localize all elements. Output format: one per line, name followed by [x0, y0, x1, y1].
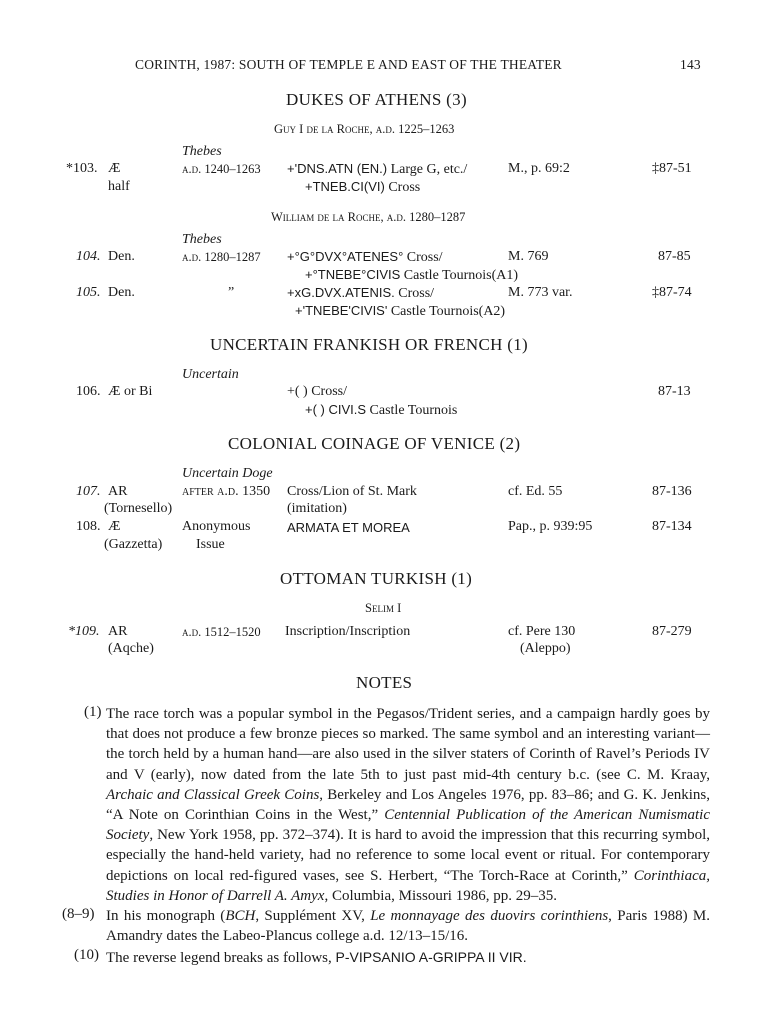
- section-title-ottoman: OTTOMAN TURKISH (1): [280, 569, 473, 588]
- entry-metal: Æ: [108, 161, 121, 176]
- entry-date: a.d. 1280–1287: [182, 250, 261, 264]
- section-title-dukes: DUKES OF ATHENS (3): [286, 90, 467, 109]
- entry-obverse: [287, 285, 434, 302]
- entry-reference: cf. Ed. 55: [508, 484, 563, 499]
- entry-inventory: 87-85: [658, 249, 691, 264]
- entry-reference-note: (Aleppo): [520, 641, 571, 656]
- entry-metal: AR: [108, 484, 128, 499]
- obverse-type: Large G, etc./: [387, 162, 468, 177]
- note-citation-title: Archaic and Classical Greek Coins: [106, 786, 320, 803]
- note-8-9-text: [106, 906, 710, 946]
- reverse-type: Castle Tournois(A2): [387, 304, 506, 319]
- note-legend: P-VIPSANIO A-GRIPPA II VIR.: [335, 949, 527, 965]
- note-citation-title: Le monnayage des duovirs corinthiens: [370, 908, 609, 924]
- entry-reference: M. 773 var.: [508, 285, 573, 300]
- entry-date-note: Issue: [196, 537, 225, 552]
- mint-thebes-william: Thebes: [182, 232, 222, 247]
- entry-metal: Den.: [108, 285, 135, 300]
- reverse-type: Cross: [384, 180, 421, 195]
- entry-description: Inscription/Inscription: [285, 624, 411, 639]
- entry-number: *109.: [68, 624, 100, 639]
- obverse-legend: +'DNS.ATN (EN.): [287, 161, 388, 176]
- entry-obverse: [287, 161, 467, 178]
- entry-reference: cf. Pere 130: [508, 624, 576, 639]
- notes-title: NOTES: [356, 673, 413, 692]
- entry-number: 107.: [76, 484, 101, 499]
- entry-reference: M. 769: [508, 249, 549, 264]
- entry-description: ARMATA ET MOREA: [287, 520, 410, 535]
- note-10-label: (10): [74, 947, 99, 963]
- reverse-legend: +'TNEBE'CIVIS': [295, 303, 388, 318]
- ruler-william: William de la Roche, a.d. 1280–1287: [271, 210, 466, 224]
- entry-metal: AR: [108, 624, 128, 639]
- note-text-part: , Paris 1988) M. Amandry dates the Labeo-Plancus college a.d. 12/13–15/16.: [106, 908, 710, 945]
- mint-thebes-guy: Thebes: [182, 144, 222, 159]
- entry-description-note: (imitation): [287, 501, 347, 516]
- entry-inventory: 87-13: [658, 384, 691, 399]
- entry-denomination: (Aqche): [108, 641, 154, 656]
- entry-number: 108.: [76, 519, 101, 534]
- section-title-venice: COLONIAL COINAGE OF VENICE (2): [228, 434, 521, 453]
- entry-date: a.d. 1512–1520: [182, 625, 261, 639]
- entry-inventory: 87-134: [652, 519, 692, 534]
- entry-date: ”: [228, 285, 235, 300]
- ruler-selim: Selim I: [365, 601, 402, 615]
- mint-uncertain-doge: Uncertain Doge: [182, 466, 273, 481]
- mint-uncertain: Uncertain: [182, 367, 239, 382]
- reverse-legend: +TNEB.CI(VI): [305, 179, 385, 194]
- note-text-part: , Columbia, Missouri 1986, pp. 29–35.: [324, 887, 557, 904]
- obverse-legend: +°G°DVX°ATENES°: [287, 249, 404, 264]
- entry-date: Anonymous: [182, 519, 251, 534]
- note-10-text: [106, 947, 710, 968]
- page-number: 143: [680, 57, 701, 72]
- reverse-legend: +( ) CIVI.S: [305, 402, 367, 417]
- note-text-part: The reverse legend breaks as follows,: [106, 950, 336, 966]
- entry-obverse: +( ) Cross/: [287, 384, 348, 399]
- obverse-type: Cross/: [394, 286, 435, 301]
- note-text-part: The race torch was a popular symbol in the Pegasos/Trident series, and a campaign hardly goes by that does not produce a few bronze pieces so marked. The same symbol and an interesting variant—the torch held by a human hand—are also used in the silver staters of Corinth of Ravel’s Periods IV and V (early), now dated from the late 5th to just past mid-4th century b.c. (see C. M. Kraay,: [106, 706, 710, 783]
- entry-obverse: [287, 249, 443, 266]
- entry-inventory: 87-136: [652, 484, 692, 499]
- entry-number: 106.: [76, 384, 101, 399]
- entry-number: 105.: [76, 285, 101, 300]
- entry-reverse: [305, 179, 420, 196]
- note-8-9-label: (8–9): [62, 906, 95, 922]
- entry-reverse: [295, 303, 505, 320]
- running-title: CORINTH, 1987: SOUTH OF TEMPLE E AND EAST OF THE THEATER: [135, 57, 562, 72]
- note-text-part: , New York 1958, pp. 372–374). It is hard to avoid the impression that this recurring symbol, especially the hand-held variety, had no reference to some local event or ritual. For contemporary depictions on local red-figured vases, see S. Herbert, “The Torch-Race at Corinth,”: [106, 827, 710, 884]
- entry-reference: M., p. 69:2: [508, 161, 570, 176]
- note-text-part: , Berkeley and Los Angeles 1976, pp. 83–86; and G. K. Jenkins, “A Note on Corinthian Coins in the West,”: [106, 786, 710, 824]
- note-1-text: [106, 704, 710, 906]
- reverse-type: Castle Tournois: [366, 403, 458, 418]
- entry-reference: Pap., p. 939:95: [508, 519, 593, 534]
- entry-inventory: 87-279: [652, 624, 692, 639]
- entry-date: after a.d. 1350: [182, 484, 271, 499]
- note-1-label: (1): [84, 704, 102, 720]
- ruler-guy: Guy I de la Roche, a.d. 1225–1263: [274, 122, 455, 136]
- entry-metal: Den.: [108, 249, 135, 264]
- entry-description: Cross/Lion of St. Mark: [287, 484, 417, 499]
- reverse-type: Castle Tournois(A1): [400, 268, 519, 283]
- note-citation-title: Centennial Publication of the American Numismatic Society: [106, 807, 710, 844]
- entry-metal: Æ: [108, 519, 121, 534]
- note-citation-title: Corinthiaca, Studies in Honor of Darrell A. Amyx: [106, 867, 710, 904]
- entry-number: 104.: [76, 249, 101, 264]
- entry-denomination: (Tornesello): [104, 501, 173, 516]
- entry-reverse: [305, 267, 518, 284]
- entry-denomination: (Gazzetta): [104, 537, 163, 552]
- section-title-frankish: UNCERTAIN FRANKISH OR FRENCH (1): [210, 335, 528, 354]
- note-text-part: In his monograph (: [106, 908, 226, 924]
- reverse-legend: +°TNEBE°CIVIS: [305, 267, 401, 282]
- obverse-legend: +xG.DVX.ATENIS.: [287, 285, 395, 300]
- entry-inventory: ‡87-51: [652, 161, 692, 176]
- entry-reverse: [305, 402, 457, 419]
- entry-date: a.d. 1240–1263: [182, 162, 261, 176]
- note-text-part: , Supplément XV,: [255, 908, 371, 924]
- obverse-type: Cross/: [403, 250, 443, 265]
- entry-inventory: ‡87-74: [652, 285, 692, 300]
- entry-number: *103.: [66, 161, 98, 176]
- entry-denomination: half: [108, 179, 130, 194]
- entry-metal: Æ or Bi: [108, 384, 153, 399]
- note-citation-title: BCH: [225, 908, 256, 924]
